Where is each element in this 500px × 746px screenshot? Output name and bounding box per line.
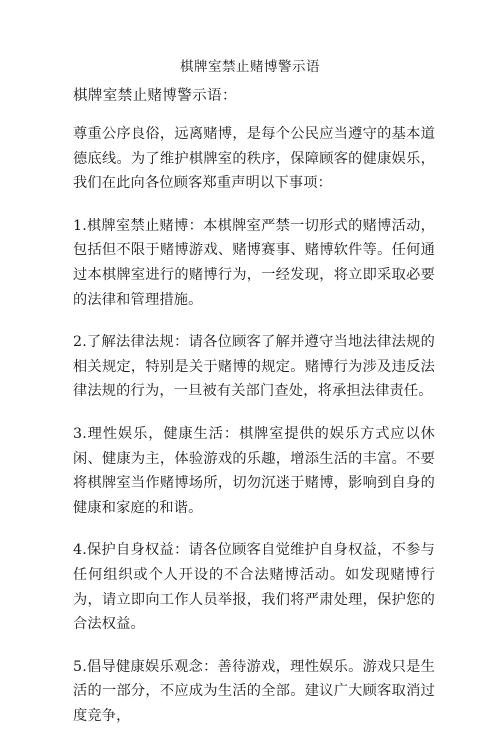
document-body (73, 122, 435, 746)
rule-paragraph-2: 2.了解法律法规：请各位顾客了解并遵守当地法律法规的相关规定，特别是关于赌博的规定。赌博行为涉及违反法律法规的行为，一旦被有关部门查处，将承担法律责任。 (73, 334, 435, 400)
rule-paragraph-5: 5.倡导健康娱乐观念：善待游戏，理性娱乐。游戏只是生活的一部分，不应成为生活的全部。建议广大顾客取消过度竞争， (73, 658, 435, 724)
intro-heading: 棋牌室禁止赌博警示语： (73, 88, 237, 104)
document-title: 棋牌室禁止赌博警示语 (180, 59, 320, 75)
rule-paragraph-1: 1.棋牌室禁止赌博：本棋牌室严禁一切形式的赌博活动，包括但不限于赌博游戏、赌博赛事、赌博软件等。任何通过本棋牌室进行的赌博行为，一经发现，将立即采取必要的法律和管理措施。 (73, 217, 435, 308)
intro-paragraph: 尊重公序良俗，远离赌博，是每个公民应当遵守的基本道德底线。为了维护棋牌室的秩序，保障顾客的健康娱乐，我们在此向各位顾客郑重声明以下事项： (73, 126, 435, 192)
rule-paragraph-4: 4.保护自身权益：请各位顾客自觉维护自身权益，不参与任何组织或个人开设的不合法赌博活动。如发现赌博行为，请立即向工作人员举报，我们将严肃处理，保护您的合法权益。 (73, 542, 435, 633)
rule-paragraph-3: 3.理性娱乐，健康生活：棋牌室提供的娱乐方式应以休闲、健康为主，体验游戏的乐趣，增添生活的丰富。不要将棋牌室当作赌博场所，切勿沉迷于赌博，影响到自身的健康和家庭的和谐。 (73, 425, 435, 516)
